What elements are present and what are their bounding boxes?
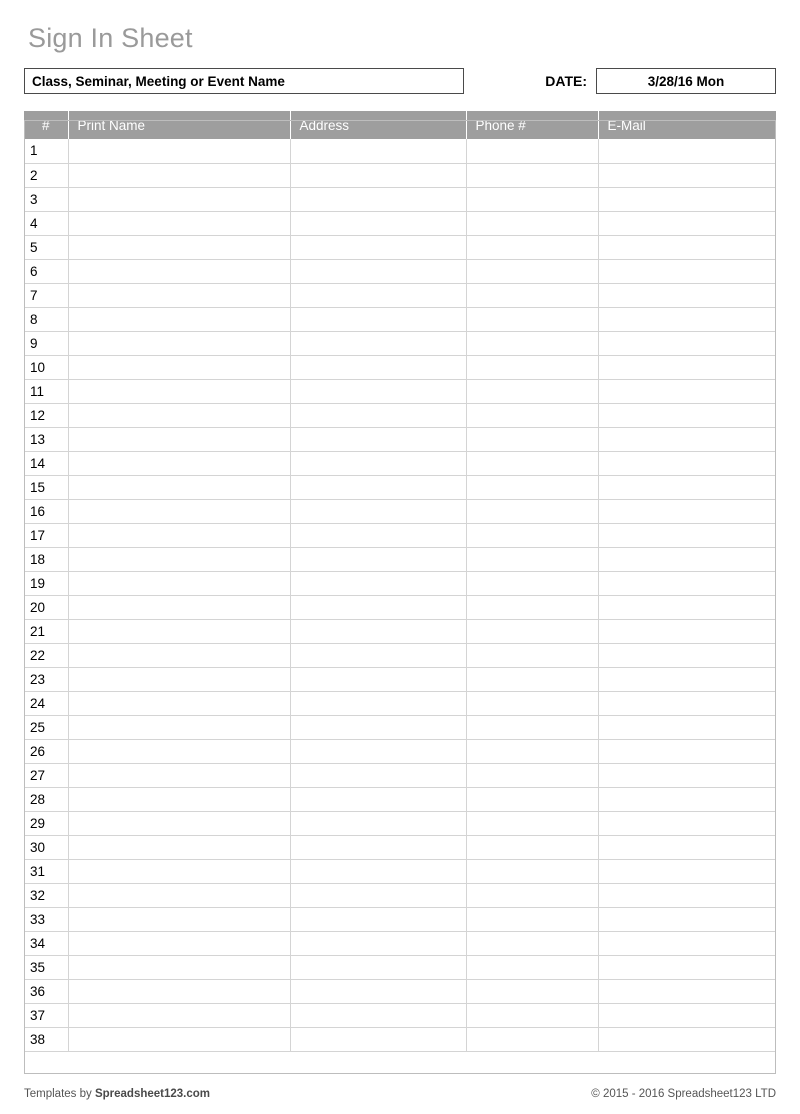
row-number: 10: [24, 355, 68, 379]
cell-email[interactable]: [598, 403, 776, 427]
table-row: [24, 139, 776, 163]
table-row: [24, 379, 776, 403]
table-row: [24, 427, 776, 451]
table-row: [24, 163, 776, 187]
cell-phone[interactable]: [466, 547, 598, 571]
cell-print-name[interactable]: [68, 691, 290, 715]
cell-address[interactable]: [290, 211, 466, 235]
sign-in-table: [24, 111, 776, 1052]
cell-address[interactable]: [290, 643, 466, 667]
cell-print-name[interactable]: [68, 1027, 290, 1051]
cell-email[interactable]: [598, 571, 776, 595]
table-header: [24, 111, 776, 139]
cell-address[interactable]: [290, 235, 466, 259]
cell-print-name[interactable]: [68, 427, 290, 451]
cell-email[interactable]: [598, 163, 776, 187]
cell-phone[interactable]: [466, 283, 598, 307]
cell-phone[interactable]: [466, 595, 598, 619]
cell-address[interactable]: [290, 1003, 466, 1027]
row-number: 34: [24, 931, 68, 955]
cell-phone[interactable]: [466, 451, 598, 475]
cell-phone[interactable]: [466, 619, 598, 643]
cell-address[interactable]: [290, 163, 466, 187]
footer-left: [24, 1088, 210, 1100]
footer-brand-link[interactable]: Spreadsheet123.com: [94, 1088, 211, 1100]
row-number: 26: [24, 739, 68, 763]
table-row: [24, 331, 776, 355]
cell-address[interactable]: [290, 475, 466, 499]
date-value: 3/28/16 Mon: [647, 73, 725, 89]
cell-print-name[interactable]: [68, 739, 290, 763]
event-name-value: Class, Seminar, Meeting or Event Name: [32, 73, 285, 89]
cell-print-name[interactable]: [68, 955, 290, 979]
cell-email[interactable]: [598, 1003, 776, 1027]
cell-print-name[interactable]: [68, 283, 290, 307]
cell-print-name[interactable]: [68, 475, 290, 499]
cell-email[interactable]: [598, 739, 776, 763]
cell-phone[interactable]: [466, 139, 598, 163]
cell-phone[interactable]: [466, 211, 598, 235]
row-number: 4: [24, 211, 68, 235]
cell-print-name[interactable]: [68, 259, 290, 283]
cell-email[interactable]: [598, 643, 776, 667]
cell-phone[interactable]: [466, 187, 598, 211]
cell-phone[interactable]: [466, 259, 598, 283]
table-row: [24, 283, 776, 307]
cell-address[interactable]: [290, 667, 466, 691]
cell-print-name[interactable]: [68, 523, 290, 547]
cell-email[interactable]: [598, 691, 776, 715]
table-row: [24, 187, 776, 211]
cell-address[interactable]: [290, 283, 466, 307]
cell-email[interactable]: [598, 139, 776, 163]
row-number: 17: [24, 523, 68, 547]
table-row: [24, 859, 776, 883]
table-row: [24, 547, 776, 571]
cell-print-name[interactable]: [68, 139, 290, 163]
table-header-row: [24, 111, 776, 139]
cell-phone[interactable]: [466, 475, 598, 499]
cell-address[interactable]: [290, 595, 466, 619]
column-header-email: E-Mail: [598, 111, 776, 139]
cell-phone[interactable]: [466, 571, 598, 595]
cell-print-name[interactable]: [68, 235, 290, 259]
cell-email[interactable]: [598, 187, 776, 211]
cell-print-name[interactable]: [68, 715, 290, 739]
cell-print-name[interactable]: [68, 403, 290, 427]
cell-email[interactable]: [598, 307, 776, 331]
cell-address[interactable]: [290, 571, 466, 595]
cell-email[interactable]: [598, 715, 776, 739]
cell-print-name[interactable]: [68, 667, 290, 691]
table-row: [24, 523, 776, 547]
cell-email[interactable]: [598, 547, 776, 571]
cell-address[interactable]: [290, 955, 466, 979]
cell-address[interactable]: [290, 787, 466, 811]
table-row: [24, 763, 776, 787]
row-number: 31: [24, 859, 68, 883]
cell-phone[interactable]: [466, 307, 598, 331]
cell-email[interactable]: [598, 475, 776, 499]
row-number: 16: [24, 499, 68, 523]
cell-phone[interactable]: [466, 979, 598, 1003]
table-row: [24, 595, 776, 619]
table-row: [24, 955, 776, 979]
table-row: [24, 739, 776, 763]
row-number: 23: [24, 667, 68, 691]
cell-email[interactable]: [598, 595, 776, 619]
cell-address[interactable]: [290, 907, 466, 931]
cell-email[interactable]: [598, 667, 776, 691]
row-number: 15: [24, 475, 68, 499]
cell-print-name[interactable]: [68, 211, 290, 235]
row-number: 11: [24, 379, 68, 403]
cell-phone[interactable]: [466, 1027, 598, 1051]
row-number: 14: [24, 451, 68, 475]
table-body: [24, 139, 776, 1051]
cell-email[interactable]: [598, 907, 776, 931]
row-number: 21: [24, 619, 68, 643]
cell-phone[interactable]: [466, 499, 598, 523]
cell-phone[interactable]: [466, 163, 598, 187]
row-number: 36: [24, 979, 68, 1003]
cell-address[interactable]: [290, 547, 466, 571]
cell-address[interactable]: [290, 619, 466, 643]
cell-phone[interactable]: [466, 883, 598, 907]
cell-phone[interactable]: [466, 403, 598, 427]
table-row: [24, 499, 776, 523]
row-number: 24: [24, 691, 68, 715]
row-number: 32: [24, 883, 68, 907]
cell-phone[interactable]: [466, 691, 598, 715]
cell-email[interactable]: [598, 451, 776, 475]
cell-phone[interactable]: [466, 379, 598, 403]
table-row: [24, 835, 776, 859]
table-row: [24, 211, 776, 235]
row-number: 3: [24, 187, 68, 211]
cell-address[interactable]: [290, 307, 466, 331]
cell-address[interactable]: [290, 1027, 466, 1051]
cell-address[interactable]: [290, 931, 466, 955]
event-name-field[interactable]: [24, 68, 464, 94]
table-row: [24, 451, 776, 475]
cell-print-name[interactable]: [68, 619, 290, 643]
table-row: [24, 355, 776, 379]
cell-address[interactable]: [290, 499, 466, 523]
cell-phone[interactable]: [466, 811, 598, 835]
footer-credit-text: Templates by: [24, 1088, 95, 1100]
row-number: 1: [24, 139, 68, 163]
cell-email[interactable]: [598, 787, 776, 811]
cell-email[interactable]: [598, 619, 776, 643]
table-row: [24, 643, 776, 667]
cell-phone[interactable]: [466, 235, 598, 259]
cell-address[interactable]: [290, 187, 466, 211]
cell-print-name[interactable]: [68, 379, 290, 403]
cell-phone[interactable]: [466, 667, 598, 691]
cell-phone[interactable]: [466, 955, 598, 979]
page-title: Sign In Sheet: [28, 23, 193, 53]
cell-address[interactable]: [290, 331, 466, 355]
cell-email[interactable]: [598, 763, 776, 787]
cell-print-name[interactable]: [68, 787, 290, 811]
date-field[interactable]: [596, 68, 776, 94]
cell-print-name[interactable]: [68, 451, 290, 475]
row-number: 27: [24, 763, 68, 787]
column-header-number: #: [24, 111, 68, 139]
row-number: 33: [24, 907, 68, 931]
row-number: 2: [24, 163, 68, 187]
cell-address[interactable]: [290, 979, 466, 1003]
row-number: 18: [24, 547, 68, 571]
cell-email[interactable]: [598, 1027, 776, 1051]
cell-phone[interactable]: [466, 835, 598, 859]
cell-print-name[interactable]: [68, 163, 290, 187]
table-row: [24, 571, 776, 595]
date-label: DATE:: [545, 73, 587, 89]
table-row: [24, 907, 776, 931]
table-row: [24, 787, 776, 811]
table-row: [24, 715, 776, 739]
cell-email[interactable]: [598, 979, 776, 1003]
row-number: 29: [24, 811, 68, 835]
cell-print-name[interactable]: [68, 307, 290, 331]
column-header-address: Address: [290, 111, 466, 139]
table-row: [24, 811, 776, 835]
column-header-name: Print Name: [68, 111, 290, 139]
row-number: 28: [24, 787, 68, 811]
cell-email[interactable]: [598, 283, 776, 307]
table-row: [24, 403, 776, 427]
cell-print-name[interactable]: [68, 331, 290, 355]
cell-email[interactable]: [598, 331, 776, 355]
cell-phone[interactable]: [466, 739, 598, 763]
cell-address[interactable]: [290, 379, 466, 403]
cell-print-name[interactable]: [68, 763, 290, 787]
row-number: 5: [24, 235, 68, 259]
cell-address[interactable]: [290, 835, 466, 859]
cell-print-name[interactable]: [68, 859, 290, 883]
table-row: [24, 259, 776, 283]
cell-email[interactable]: [598, 859, 776, 883]
cell-phone[interactable]: [466, 907, 598, 931]
cell-print-name[interactable]: [68, 883, 290, 907]
cell-address[interactable]: [290, 763, 466, 787]
cell-print-name[interactable]: [68, 499, 290, 523]
cell-address[interactable]: [290, 523, 466, 547]
cell-email[interactable]: [598, 955, 776, 979]
cell-print-name[interactable]: [68, 907, 290, 931]
cell-address[interactable]: [290, 715, 466, 739]
row-number: 37: [24, 1003, 68, 1027]
cell-email[interactable]: [598, 211, 776, 235]
cell-address[interactable]: [290, 883, 466, 907]
cell-print-name[interactable]: [68, 643, 290, 667]
row-number: 9: [24, 331, 68, 355]
cell-print-name[interactable]: [68, 931, 290, 955]
table-row: [24, 307, 776, 331]
table-row: [24, 475, 776, 499]
cell-phone[interactable]: [466, 931, 598, 955]
cell-address[interactable]: [290, 739, 466, 763]
row-number: 20: [24, 595, 68, 619]
cell-address[interactable]: [290, 811, 466, 835]
cell-print-name[interactable]: [68, 355, 290, 379]
cell-print-name[interactable]: [68, 979, 290, 1003]
cell-address[interactable]: [290, 427, 466, 451]
cell-phone[interactable]: [466, 763, 598, 787]
cell-address[interactable]: [290, 403, 466, 427]
row-number: 22: [24, 643, 68, 667]
cell-address[interactable]: [290, 451, 466, 475]
row-number: 19: [24, 571, 68, 595]
row-number: 13: [24, 427, 68, 451]
cell-print-name[interactable]: [68, 187, 290, 211]
table-row: [24, 691, 776, 715]
row-number: 25: [24, 715, 68, 739]
table-row: [24, 1027, 776, 1051]
row-number: 8: [24, 307, 68, 331]
column-header-phone: Phone #: [466, 111, 598, 139]
cell-email[interactable]: [598, 355, 776, 379]
row-number: 7: [24, 283, 68, 307]
footer-copyright: © 2015 - 2016 Spreadsheet123 LTD: [591, 1088, 776, 1100]
row-number: 6: [24, 259, 68, 283]
cell-email[interactable]: [598, 523, 776, 547]
cell-phone[interactable]: [466, 355, 598, 379]
cell-print-name[interactable]: [68, 835, 290, 859]
row-number: 12: [24, 403, 68, 427]
cell-phone[interactable]: [466, 523, 598, 547]
cell-email[interactable]: [598, 427, 776, 451]
cell-email[interactable]: [598, 379, 776, 403]
cell-address[interactable]: [290, 139, 466, 163]
table-row: [24, 1003, 776, 1027]
cell-email[interactable]: [598, 235, 776, 259]
cell-address[interactable]: [290, 259, 466, 283]
cell-phone[interactable]: [466, 787, 598, 811]
cell-print-name[interactable]: [68, 595, 290, 619]
cell-phone[interactable]: [466, 859, 598, 883]
cell-email[interactable]: [598, 835, 776, 859]
cell-phone[interactable]: [466, 427, 598, 451]
cell-email[interactable]: [598, 259, 776, 283]
page-footer: [24, 1088, 776, 1100]
cell-phone[interactable]: [466, 331, 598, 355]
cell-print-name[interactable]: [68, 1003, 290, 1027]
row-number: 38: [24, 1027, 68, 1051]
row-number: 30: [24, 835, 68, 859]
cell-email[interactable]: [598, 811, 776, 835]
table-row: [24, 979, 776, 1003]
table-row: [24, 931, 776, 955]
table-row: [24, 667, 776, 691]
cell-print-name[interactable]: [68, 811, 290, 835]
table-row: [24, 883, 776, 907]
cell-phone[interactable]: [466, 1003, 598, 1027]
table-row: [24, 235, 776, 259]
cell-phone[interactable]: [466, 715, 598, 739]
cell-email[interactable]: [598, 883, 776, 907]
cell-address[interactable]: [290, 859, 466, 883]
cell-email[interactable]: [598, 931, 776, 955]
cell-address[interactable]: [290, 355, 466, 379]
meta-row: [24, 68, 776, 94]
cell-email[interactable]: [598, 499, 776, 523]
cell-print-name[interactable]: [68, 547, 290, 571]
row-number: 35: [24, 955, 68, 979]
table-row: [24, 619, 776, 643]
cell-print-name[interactable]: [68, 571, 290, 595]
cell-phone[interactable]: [466, 643, 598, 667]
cell-address[interactable]: [290, 691, 466, 715]
